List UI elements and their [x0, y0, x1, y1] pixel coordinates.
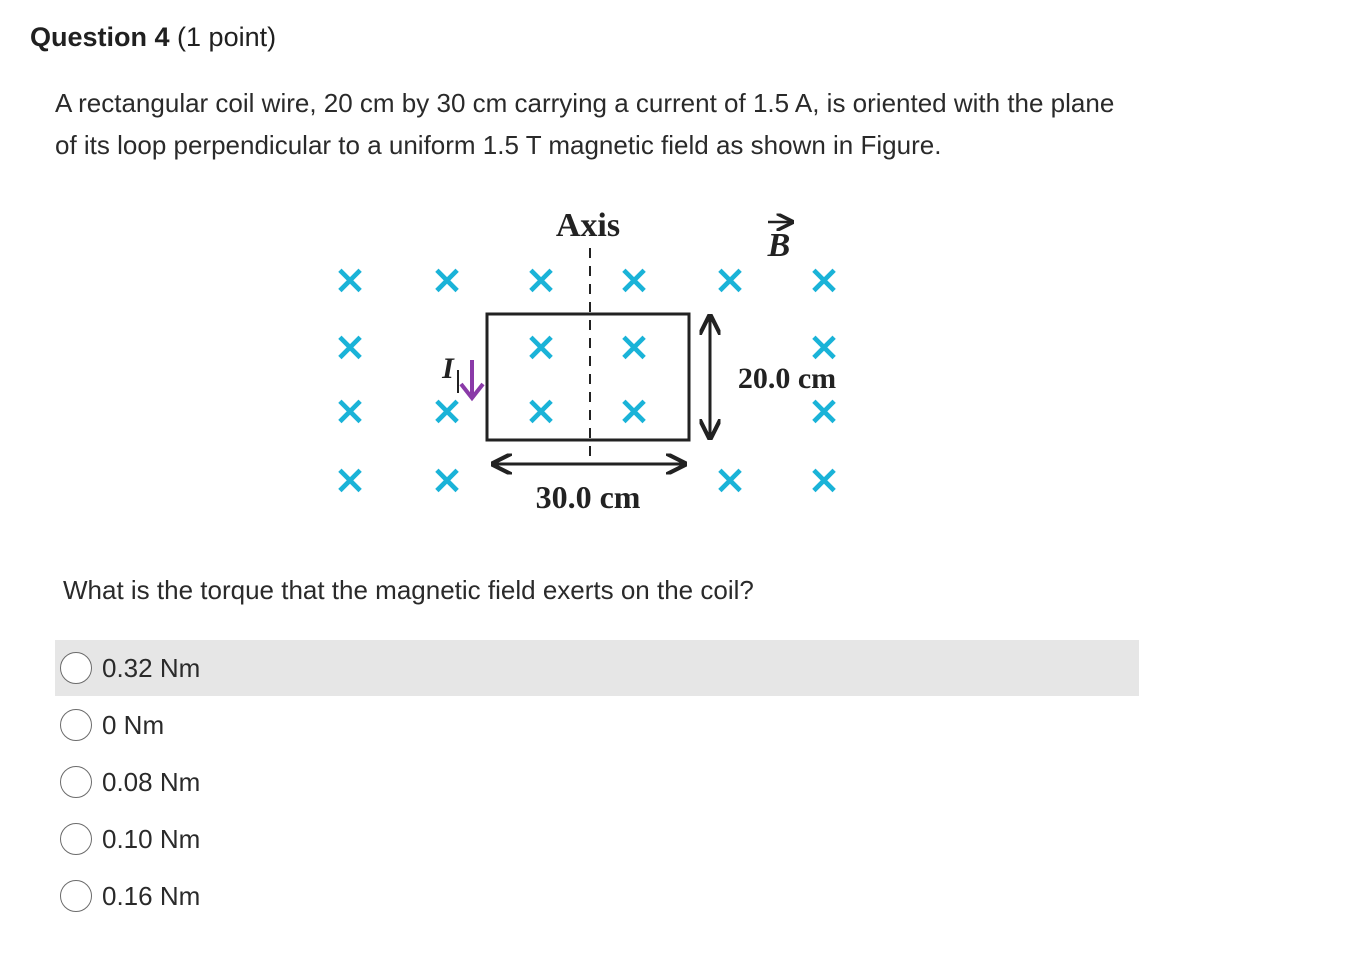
field-cross: ×	[333, 388, 367, 434]
answer-option[interactable]	[55, 697, 1139, 753]
answer-option[interactable]	[55, 868, 1139, 924]
field-cross: ×	[807, 457, 841, 503]
radio-button[interactable]	[60, 766, 92, 798]
field-cross: ×	[524, 388, 558, 434]
question-text: A rectangular coil wire, 20 cm by 30 cm carrying a current of 1.5 A, is oriented with the plane of its loop perpendicular to a uniform 1.5 T magnetic field as shown in Figure.	[55, 88, 1115, 160]
answer-option[interactable]	[55, 754, 1139, 810]
question-points: (1 point)	[177, 22, 277, 52]
answer-options	[55, 640, 1139, 925]
radio-button[interactable]	[60, 709, 92, 741]
radio-button[interactable]	[60, 880, 92, 912]
answer-label: 0.10 Nm	[102, 823, 201, 854]
field-cross: ×	[430, 388, 464, 434]
field-cross: ×	[430, 457, 464, 503]
field-cross: ×	[617, 388, 651, 434]
axis-label: Axis	[555, 207, 621, 244]
coil-figure	[320, 200, 880, 530]
field-cross: ×	[333, 324, 367, 370]
field-cross: ×	[807, 324, 841, 370]
coil-rectangle	[487, 314, 689, 440]
field-cross: ×	[617, 324, 651, 370]
answer-label: 0.08 Nm	[102, 766, 201, 797]
radio-button[interactable]	[60, 823, 92, 855]
radio-button[interactable]	[60, 652, 92, 684]
answer-label: 0.16 Nm	[102, 880, 201, 911]
height-label: 20.0 cm	[737, 362, 837, 395]
field-cross: ×	[807, 388, 841, 434]
question-prompt: What is the torque that the magnetic field exerts on the coil?	[63, 575, 754, 605]
current-label: I	[442, 352, 454, 385]
field-cross: ×	[333, 457, 367, 503]
answer-option[interactable]	[55, 811, 1139, 867]
field-cross: ×	[713, 457, 747, 503]
field-b-label	[767, 222, 792, 264]
answer-option[interactable]	[55, 640, 1139, 696]
field-cross: ×	[524, 324, 558, 370]
question-title: Question 4	[30, 22, 170, 52]
field-cross: ×	[430, 257, 464, 303]
field-cross: ×	[617, 257, 651, 303]
field-cross: ×	[524, 257, 558, 303]
answer-label: 0 Nm	[102, 709, 165, 740]
current-direction-arrow	[461, 360, 483, 398]
width-label: 30.0 cm	[535, 479, 641, 515]
field-cross: ×	[713, 257, 747, 303]
field-b-text: B	[767, 227, 791, 264]
answer-label: 0.32 Nm	[102, 652, 201, 683]
question-header	[30, 22, 276, 53]
field-cross: ×	[807, 257, 841, 303]
field-cross: ×	[333, 257, 367, 303]
